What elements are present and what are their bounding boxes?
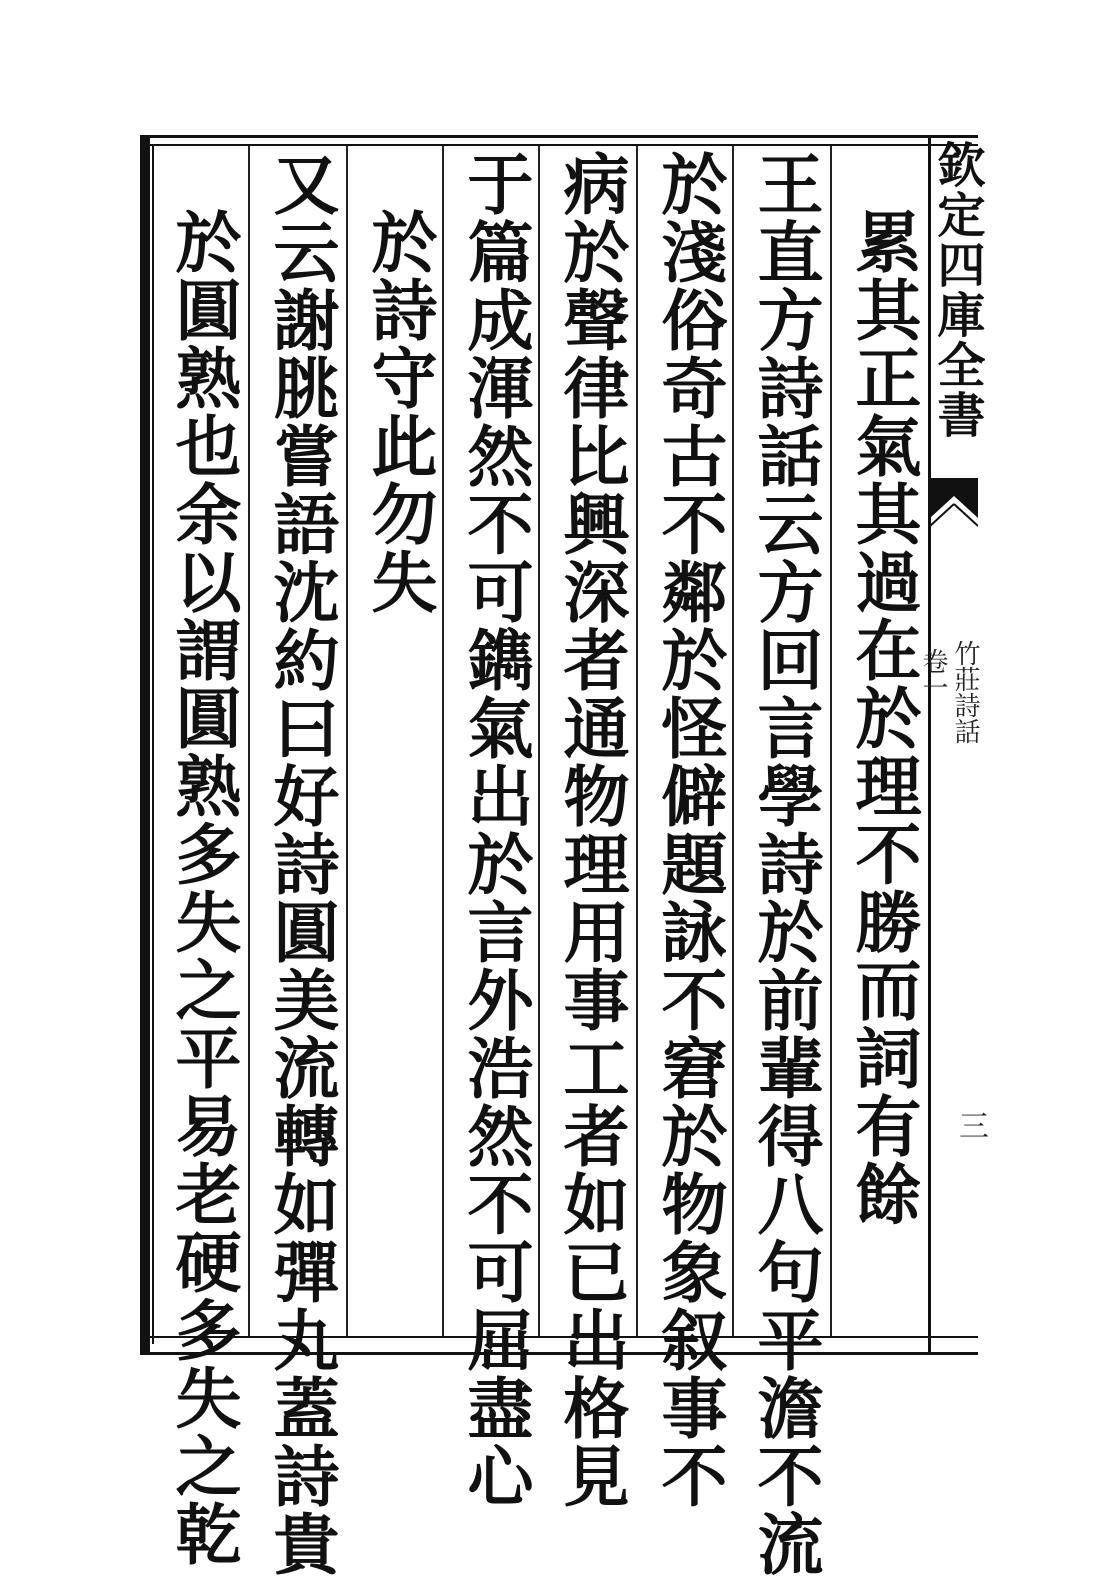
page-number-text: 三 — [953, 1110, 988, 1140]
fish-tail-mark-icon — [930, 478, 978, 548]
column-divider — [732, 146, 734, 1336]
column-text: 病於聲律比興深者通物理用事工者如已出格見 — [552, 150, 630, 1510]
text-column-6 — [356, 150, 442, 1328]
column-divider — [636, 146, 638, 1336]
column-divider — [830, 146, 832, 1336]
column-divider — [346, 146, 348, 1336]
column-text: 於淺俗奇古不鄰於怪僻題詠不窘於物象叙事不 — [650, 150, 728, 1510]
text-column-4 — [548, 150, 634, 1510]
text-column-8 — [160, 150, 246, 1568]
column-divider — [248, 146, 250, 1336]
text-column-7 — [258, 150, 344, 1578]
book-name-text: 竹莊詩話 — [950, 640, 980, 744]
collection-title-text: 欽定四庫全書 — [929, 140, 985, 440]
column-divider — [442, 146, 444, 1336]
text-column-1 — [840, 150, 926, 1328]
column-text: 王直方詩話云方回言學詩於前輩得八句平澹不流 — [746, 150, 824, 1578]
column-text: 累其正氣其過在於理不勝而詞有餘 — [844, 208, 922, 1228]
collection-title — [930, 140, 984, 460]
text-column-3 — [646, 150, 732, 1510]
border-inner-top — [150, 144, 978, 146]
column-text: 於詩守此勿失 — [360, 208, 438, 616]
book-name — [950, 640, 980, 780]
text-column-2 — [742, 150, 828, 1578]
column-text: 於圓熟也余以謂圓熟多失之平易老硬多失之乾 — [164, 208, 242, 1568]
column-text: 又云謝朓嘗語沈約曰好詩圓美流轉如彈丸蓋詩貴 — [262, 150, 340, 1578]
column-divider — [538, 146, 540, 1336]
volume-label-text: 卷一 — [918, 648, 948, 700]
text-column-5 — [452, 150, 538, 1510]
column-text: 于篇成渾然不可鐫氣出於言外浩然不可屈盡心 — [456, 150, 534, 1510]
page-number — [953, 1110, 988, 1170]
